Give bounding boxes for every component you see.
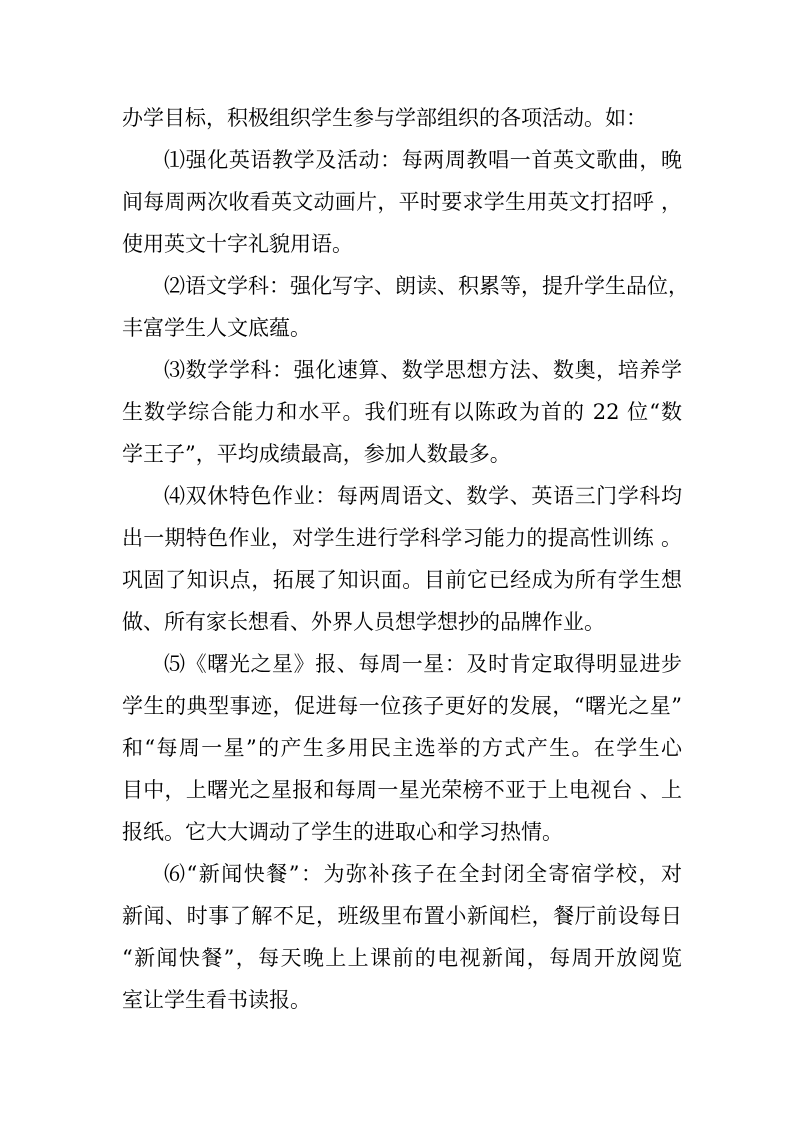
text-line: 报纸。它大大调动了学生的进取心和学习热情。 xyxy=(122,820,563,844)
text-line: ⑴强化英语教学及活动：每两周教唱一首英文歌曲，晚 xyxy=(164,148,682,172)
text-line: 间每周两次收看英文动画片，平时要求学生用英文打招呼 ， xyxy=(122,190,682,214)
text-line: 学生的典型事迹，促进每一位孩子更好的发展，“曙光之星” xyxy=(122,694,682,718)
text-line: ⑹“新闻快餐”：为弥补孩子在全封闭全寄宿学校，对 xyxy=(164,862,682,886)
text-line: 丰富学生人文底蕴。 xyxy=(122,316,311,340)
text-line: ⑵语文学科：强化写字、朗读、积累等，提升学生品位， xyxy=(164,274,689,298)
text-line: 生数学综合能力和水平。我们班有以陈政为首的 22 位“数 xyxy=(122,400,682,424)
text-line: 做、所有家长想看、外界人员想学想抄的品牌作业。 xyxy=(122,610,605,634)
text-line: ⑶数学学科：强化速算、数学思想方法、数奥，培养学 xyxy=(164,358,682,382)
text-line: 目中，上曙光之星报和每周一星光荣榜不亚于上电视台 、上 xyxy=(122,778,682,802)
text-line: 新闻、时事了解不足，班级里布置小新闻栏，餐厅前设每日 xyxy=(122,904,682,928)
text-line: ⑸《曙光之星》报、每周一星：及时肯定取得明显进步 xyxy=(164,652,682,676)
text-line: 巩固了知识点，拓展了知识面。目前它已经成为所有学生想 xyxy=(122,568,682,592)
text-line: 出一期特色作业，对学生进行学科学习能力的提高性训练 。 xyxy=(122,526,682,550)
text-line: 学王子”，平均成绩最高，参加人数最多。 xyxy=(122,442,511,466)
text-line: 使用英文十字礼貌用语。 xyxy=(122,232,353,256)
text-line: “新闻快餐”，每天晚上上课前的电视新闻，每周开放阅览 xyxy=(122,946,682,970)
text-line: 和“每周一星”的产生多用民主选举的方式产生。在学生心 xyxy=(122,736,682,760)
text-line: 室让学生看书读报。 xyxy=(122,988,311,1012)
text-line: ⑷双休特色作业：每两周语文、数学、英语三门学科均 xyxy=(164,484,682,508)
text-line: 办学目标，积极组织学生参与学部组织的各项活动。如： xyxy=(122,106,647,130)
